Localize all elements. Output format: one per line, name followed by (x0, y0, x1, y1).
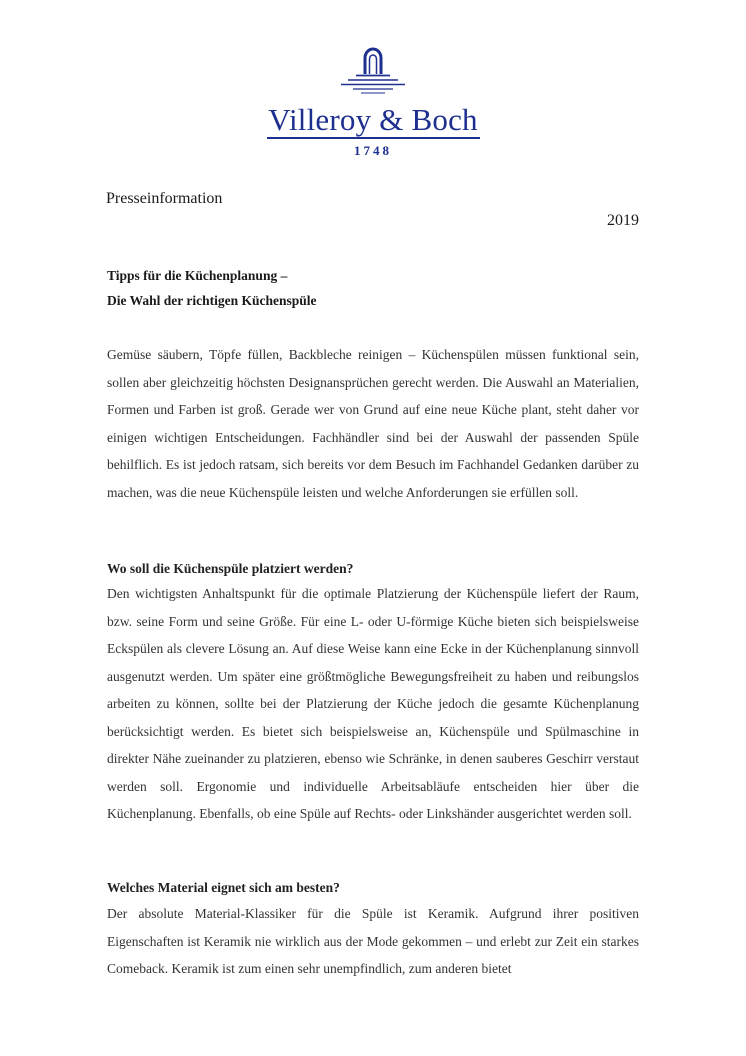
title-line-1: Tipps für die Küchenplanung – (107, 268, 288, 283)
document-year: 2019 (607, 212, 639, 229)
company-logo (0, 0, 746, 165)
brand-name: Villeroy & Boch (268, 102, 478, 137)
section-2-body: Der absolute Material-Klassiker für die Spüle ist Keramik. Aufgrund ihrer positiven Eigenschaften ist Keramik nie wirklich aus der Mode gekommen – und erlebt zur Zeit ein starkes Comeback. Keramik ist zum einen sehr unempfindlich, zum anderen bietet (107, 906, 639, 976)
document-title (107, 263, 317, 313)
fountain-emblem-icon (265, 40, 481, 100)
section-1-body: Den wichtigsten Anhaltspunkt für die optimale Platzierung der Küchenspüle liefert der Raum, bzw. seine Form und seine Größe. Für eine L- oder U-förmige Küche bieten sich beispielsweise Eckspülen als clevere Lösung an. Auf diese Weise kann eine Ecke in der Küchenplanung sinnvoll ausgenutzt werden. Um später eine größtmögliche Bewegungsfreiheit zu haben und reibungslos arbeiten zu können, sollte bei der Platzierung der Küche jedoch die gesamte Küchenplanung berücksichtigt werden. Es bietet sich beispielsweise an, Küchenspüle und Spülmaschine in direkter Nähe zueinander zu platzieren, ebenso wie Schränke, in denen sauberes Geschirr verstaut werden soll. Ergonomie und individuelle Arbeitsabläufe entscheiden hier über die Küchenplanung. Ebenfalls, ob eine Spüle auf Rechts- oder Linkshänder ausgerichtet werden soll. (107, 586, 639, 821)
document-type: Presseinformation (106, 190, 223, 207)
brand-underline (267, 137, 480, 139)
intro-paragraph: Gemüse säubern, Töpfe füllen, Backbleche reinigen – Küchenspülen müssen funktional sein, sollen aber gleichzeitig höchsten Designansprüchen gerecht werden. Die Auswahl an Materialien, Formen und Farben ist groß. Gerade wer von Grund auf eine neue Küche plant, steht daher vor einigen wichtigen Entscheidungen. Fachhändler sind bei der Auswahl der passenden Spüle behilflich. Es ist jedoch ratsam, sich bereits vor dem Besuch im Fachhandel Gedanken darüber zu machen, was die neue Küchenspüle leisten und welche Anforderungen sie erfüllen soll. (107, 347, 639, 500)
section-2-heading: Welches Material eignet sich am besten? (107, 880, 340, 895)
section-1-heading: Wo soll die Küchenspüle platziert werden? (107, 561, 354, 576)
brand-founding-year: 1748 (354, 143, 392, 158)
title-line-2: Die Wahl der richtigen Küchenspüle (107, 293, 317, 308)
